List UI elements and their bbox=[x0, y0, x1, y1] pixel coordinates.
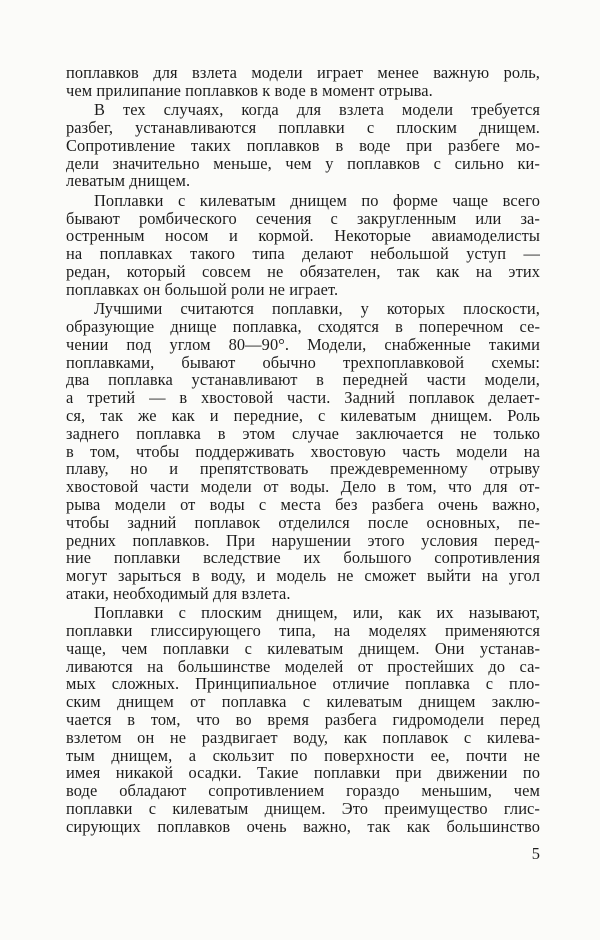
text-line: разбег, устанавливаются поплавки с плоским днищем. bbox=[66, 117, 540, 137]
text-line: имея никакой осадки. Такие поплавки при движении по bbox=[66, 763, 540, 783]
text-line: ся, так же как и передние, с килеватым днищем. Роль bbox=[66, 405, 540, 425]
text-line: редан, который совсем не обязателен, так как на этих bbox=[66, 261, 540, 281]
paragraph bbox=[66, 192, 540, 299]
text-line: заднего поплавка в этом случае заключается не только bbox=[66, 423, 540, 443]
page-number: 5 bbox=[531, 844, 540, 863]
text-line: в том, чтобы поддерживать хвостовую часть модели на bbox=[66, 441, 540, 461]
text-line: а третий — в хвостовой части. Задний поплавок делает- bbox=[66, 388, 540, 408]
text-line: атаки, необходимый для взлета. bbox=[66, 583, 291, 603]
paragraph bbox=[66, 300, 540, 603]
text-line: бывают ромбического сечения с закругленным или за- bbox=[66, 208, 540, 228]
text-line: чается в том, что во время разбега гидромодели перед bbox=[66, 710, 540, 730]
paragraph bbox=[66, 101, 540, 190]
text-line: поплавки с килеватым днищем. Это преимущество глис- bbox=[66, 799, 540, 819]
paragraph bbox=[66, 604, 540, 835]
text-line: поплавках он большой роли не играет. bbox=[66, 279, 339, 299]
text-line: два поплавка устанавливают в передней части модели, bbox=[66, 370, 540, 390]
text-line: сирующих поплавков очень важно, так как большинство bbox=[66, 816, 540, 836]
text-line: Сопротивление таких поплавков в воде при разбеге мо- bbox=[66, 135, 540, 155]
text-line: поплавков для взлета модели играет менее важную роль, bbox=[66, 63, 540, 82]
text-line: редних поплавков. При нарушении этого условия перед- bbox=[66, 530, 540, 550]
text-line: ливаются на большинстве моделей от простейших до са- bbox=[66, 656, 540, 676]
text-line: остренным носом и кормой. Некоторые авиамоделисты bbox=[66, 226, 540, 246]
text-line: рыва модели от воды с места без разбега очень важно, bbox=[66, 494, 540, 514]
text-line: взлетом он не раздвигает воду, как поплавок с килева- bbox=[66, 727, 540, 747]
text-line: чем прилипание поплавков к воде в момент отрыва. bbox=[66, 80, 433, 100]
body-text bbox=[66, 64, 540, 837]
text-line: леватым днищем. bbox=[66, 171, 191, 191]
text-line: образующие днище поплавка, сходятся в поперечном се- bbox=[66, 316, 540, 336]
text-line: хвостовой части модели от воды. Дело в том, что для от- bbox=[66, 477, 540, 497]
paragraph bbox=[66, 64, 540, 100]
text-line: плаву, но и препятствовать преждевременному отрыву bbox=[66, 459, 540, 479]
text-line: чении под углом 80—90°. Модели, снабженные такими bbox=[66, 334, 540, 354]
text-line: В тех случаях, когда для взлета модели требуется bbox=[94, 100, 540, 120]
text-line: Поплавки с килеватым днищем по форме чаще всего bbox=[94, 190, 540, 210]
text-line: ние поплавки вследствие их большого сопротивления bbox=[66, 548, 540, 568]
text-line: ским днищем от поплавка с килеватым днищем заклю- bbox=[66, 692, 540, 712]
text-line: поплавками, бывают обычно трехпоплавковой схемы: bbox=[66, 352, 540, 372]
text-line: дели значительно меньше, чем у поплавков с сильно ки- bbox=[66, 153, 540, 173]
text-line: воде обладают сопротивлением гораздо меньшим, чем bbox=[66, 781, 540, 801]
text-line: могут зарыться в воду, и модель не сможет выйти на угол bbox=[66, 566, 540, 586]
text-line: чаще, чем поплавки с килеватым днищем. Они устанав- bbox=[66, 638, 540, 658]
text-line: Поплавки с плоским днищем, или, как их называют, bbox=[94, 603, 540, 623]
text-line: чтобы задний поплавок отделился после основных, пе- bbox=[66, 512, 540, 532]
text-line: Лучшими считаются поплавки, у которых плоскости, bbox=[94, 299, 540, 319]
text-line: поплавки глиссирующего типа, на моделях применяются bbox=[66, 621, 540, 641]
text-line: тым днищем, а скользит по поверхности ее, почти не bbox=[66, 745, 540, 765]
text-line: мых сложных. Принципиальное отличие поплавка с пло- bbox=[66, 674, 540, 694]
text-line: на поплавках такого типа делают небольшой уступ — bbox=[66, 244, 540, 264]
